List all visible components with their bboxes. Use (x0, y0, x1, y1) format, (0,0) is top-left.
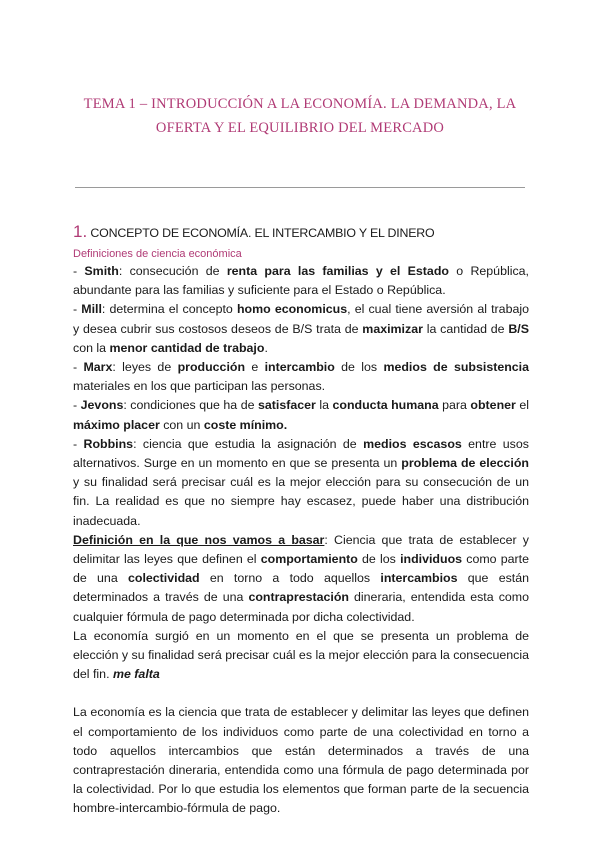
paragraph-robbins: - Robbins: ciencia que estudia la asignación de medios escasos entre usos alternativos. Surge en un momento en que se presenta un problema de elección y su finalidad será precisar cuál es la mejor elección para su consecución de un fin. La realidad es que no siempre hay escasez, puede haber una distribución inadecuada. (73, 436, 529, 528)
title-line-1: TEMA 1 – INTRODUCCIÓN A LA ECONOMÍA. LA DEMANDA, LA (83, 96, 517, 112)
title-divider (75, 187, 525, 188)
paragraph-surgio: La economía surgió en un momento en el que se presenta un problema de elección y su finalidad será precisar cuál es la mejor elección para la consecuencia del fin. me falta (73, 628, 529, 682)
document-title (60, 92, 540, 140)
definition-label: Definición en la que nos vamos a basar (73, 532, 325, 547)
paragraph-mill: - Mill: determina el concepto homo economicus, el cual tiene aversión al trabajo y desea cubrir sus costosos deseos de B/S trata de maximizar la cantidad de B/S con la menor cantidad de trabajo. (73, 302, 530, 355)
paragraph-jevons: - Jevons: condiciones que ha de satisfacer la conducta humana para obtener el máximo placer con un coste mínimo. (73, 398, 530, 432)
author-name-marx: Marx (83, 360, 113, 375)
section-heading (73, 219, 529, 246)
author-name-robbins: Robbins (83, 436, 134, 451)
author-name-smith: Smith (84, 264, 119, 278)
author-name-jevons: Jevons (80, 398, 124, 413)
margin-note: me falta (112, 667, 160, 682)
paragraph-marx: - Marx: leyes de producción e intercambio de los medios de subsistencia materiales en los que participan las personas. (73, 360, 530, 394)
paragraph-smith: - Smith: consecución de renta para las familias y el Estado o República, abundante para las familias y suficiente para el Estado o República. (73, 264, 529, 298)
paragraph-definicion: Definición en la que nos vamos a basar: Ciencia que trata de establecer y delimitar las leyes que definen el comportamiento de los individuos como parte de una colectividad en torno a todo aquellos intercambios que están determinados a través de una contraprestación dineraria, entendida esta como cualquier fórmula de pago determinada por dicha colectividad. (73, 532, 530, 624)
section-subheading: Definiciones de ciencia económica (73, 248, 242, 260)
author-name-mill: Mill (81, 302, 102, 317)
paragraph-closing: La economía es la ciencia que trata de establecer y delimitar las leyes que definen el comportamiento de los individuos como parte de una colectividad en torno a todo aquellos intercambios que están determinados a través de una contraprestación dineraria, entendida como una fórmula de pago determinada por la colectividad. Por lo que estudia los elementos que forman parte de la secuencia hombre-intercambio-fórmula de pago. (73, 705, 529, 816)
section-heading-text: CONCEPTO DE ECONOMÍA. EL INTERCAMBIO Y EL DINERO (87, 226, 435, 240)
document-body (73, 219, 529, 819)
paragraph-gap (73, 684, 529, 703)
section-number: 1. (73, 222, 88, 241)
title-line-2: OFERTA Y EL EQUILIBRIO DEL MERCADO (155, 120, 445, 136)
